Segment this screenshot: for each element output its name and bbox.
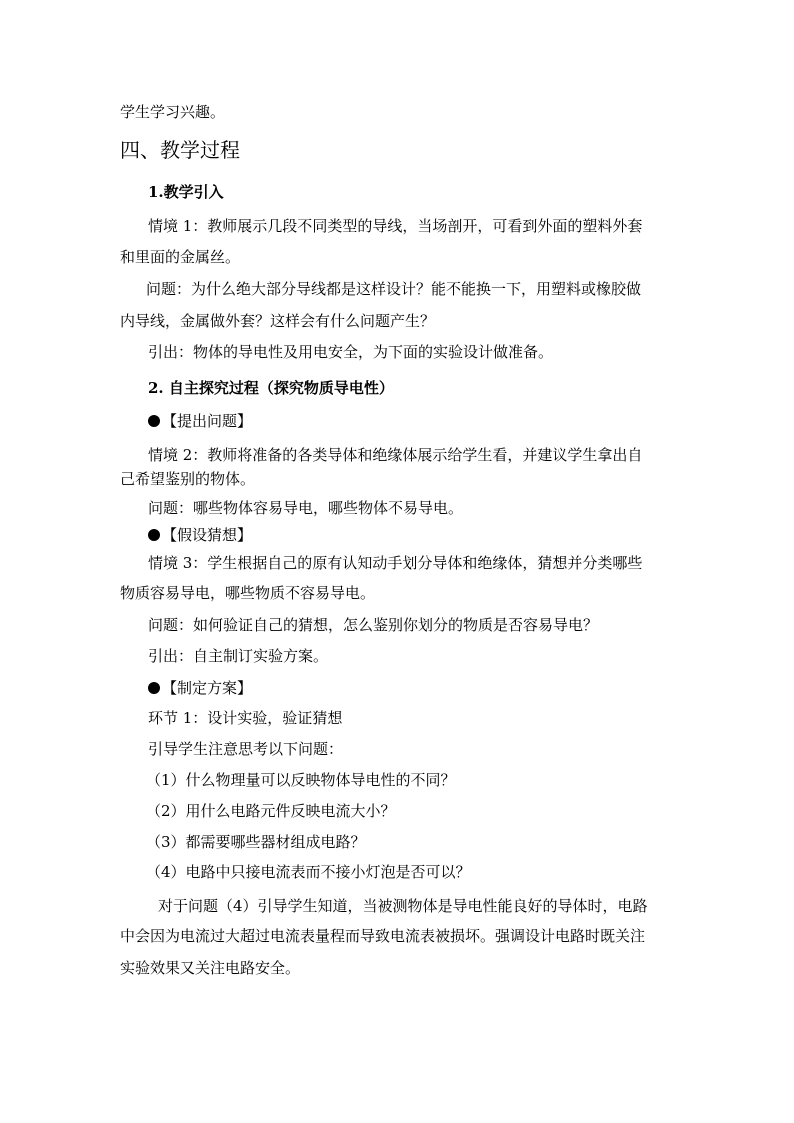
bullet-label: 【制定方案】	[162, 679, 253, 697]
question-item-1: （1）什么物理量可以反映物体导电性的不同？	[146, 771, 456, 789]
question-item-2: （2）用什么电路元件反映电流大小？	[146, 802, 396, 820]
discussion-line-3: 实验效果又关注电路安全。	[120, 959, 301, 977]
bullet-make-plan	[148, 678, 252, 698]
subheading-inquiry: 2. 自主探究过程（探究物质导电性）	[148, 379, 394, 397]
scenario-1-line-1: 情境 1：教师展示几段不同类型的导线，当场剖开，可看到外面的塑料外套	[148, 217, 643, 235]
paragraph-continuation: 学生学习兴趣。	[120, 103, 226, 121]
step-1: 环节 1：设计实验，验证猜想	[148, 709, 343, 727]
subheading-teaching-intro: 1.教学引入	[148, 183, 224, 201]
bullet-propose-question	[148, 411, 252, 431]
bullet-label: 【提出问题】	[162, 412, 253, 430]
bullet-hypothesis	[148, 525, 252, 545]
scenario-2-line-2: 己希望鉴别的物体。	[120, 470, 256, 488]
question-1-line-1: 问题：为什么绝大部分导线都是这样设计？能不能换一下，用塑料或橡胶做	[146, 280, 642, 298]
discussion-line-2: 中会因为电流过大超过电流表量程而导致电流表被损坏。强调设计电路时既关注	[120, 927, 646, 945]
scenario-1-line-2: 和里面的金属丝。	[120, 248, 241, 266]
bullet-icon	[148, 415, 160, 427]
question-item-3: （3）都需要哪些器材组成电路？	[146, 833, 366, 851]
question-3: 问题：如何验证自己的猜想，怎么鉴别你划分的物质是否容易导电？	[148, 616, 599, 634]
guide-students: 引导学生注意思考以下问题：	[148, 740, 344, 758]
discussion-line-1: 对于问题（4）引导学生知道，当被测物体是导电性能良好的导体时，电路	[158, 897, 648, 915]
scenario-3-line-1: 情境 3：学生根据自己的原有认知动手划分导体和绝缘体，猜想并分类哪些	[148, 554, 643, 572]
lead-in-1: 引出：物体的导电性及用电安全，为下面的实验设计做准备。	[148, 343, 554, 361]
lead-in-3: 引出：自主制订实验方案。	[148, 647, 329, 665]
question-2: 问题：哪些物体容易导电，哪些物体不易导电。	[148, 499, 464, 517]
question-item-4: （4）电路中只接电流表而不接小灯泡是否可以？	[146, 863, 471, 881]
question-1-line-2: 内导线，金属做外套？这样会有什么问题产生？	[120, 312, 436, 330]
bullet-icon	[148, 529, 160, 541]
scenario-2-line-1: 情境 2：教师将准备的各类导体和绝缘体展示给学生看，并建议学生拿出自	[148, 446, 643, 464]
section-heading: 四、教学过程	[120, 138, 240, 162]
bullet-icon	[148, 682, 160, 694]
scenario-3-line-2: 物质容易导电，哪些物质不容易导电。	[120, 584, 376, 602]
bullet-label: 【假设猜想】	[162, 526, 253, 544]
